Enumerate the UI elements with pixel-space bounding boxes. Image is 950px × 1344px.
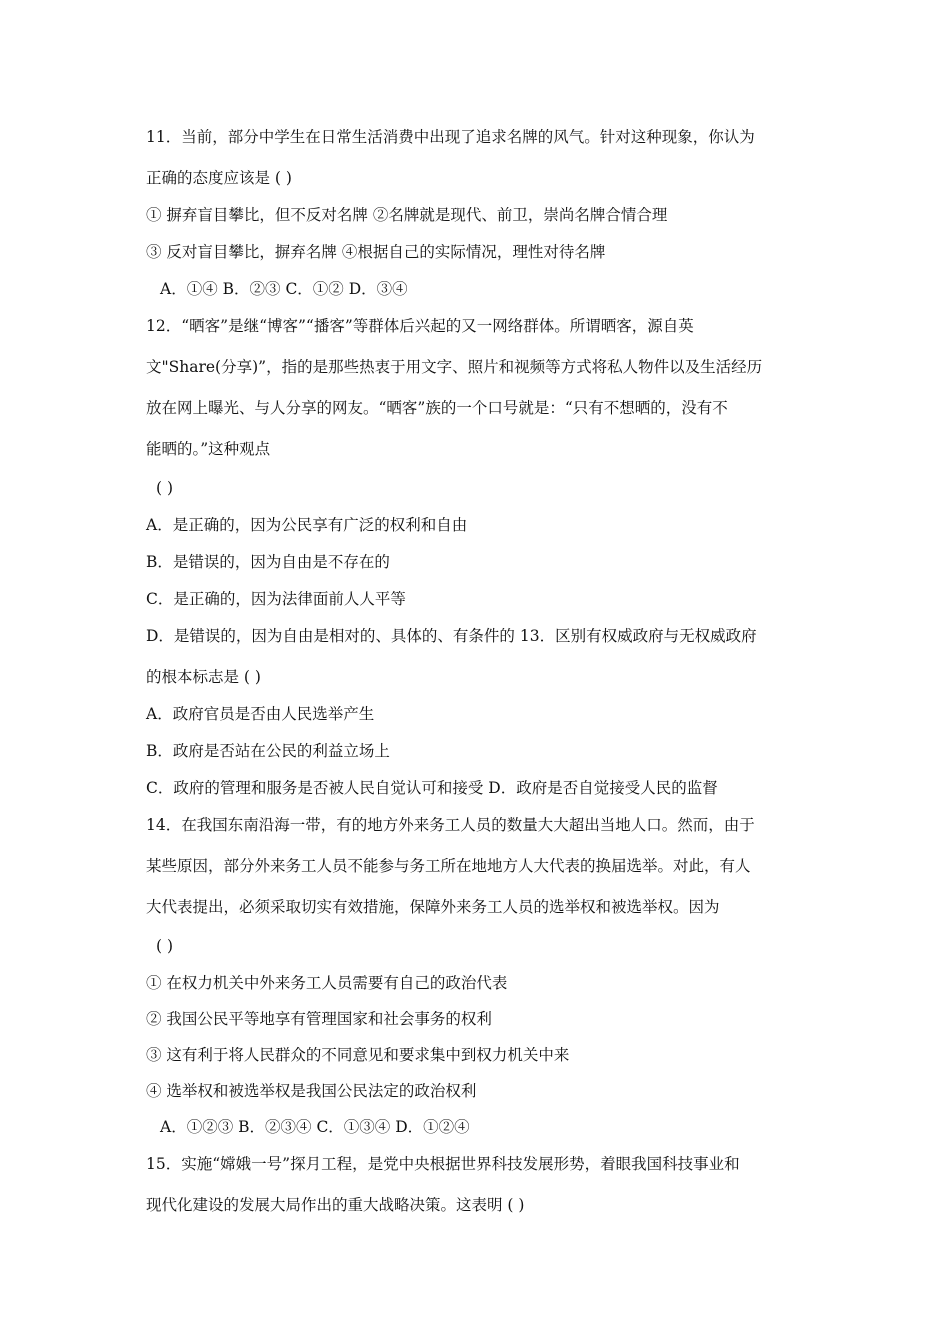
q12-answer-paren: ( ) <box>156 479 174 497</box>
q12-option-b: B．是错误的，因为自由是不存在的 <box>146 553 390 571</box>
q15-stem-line-2: 现代化建设的发展大局作出的重大战略决策。这表明 ( ) <box>146 1196 525 1214</box>
q14-item-4: ④ 选举权和被选举权是我国公民法定的政治权利 <box>146 1082 477 1100</box>
q14-stem-line-2: 某些原因，部分外来务工人员不能参与务工所在地地方人大代表的换届选举。对此，有人 <box>146 857 751 875</box>
q14-item-2: ② 我国公民平等地享有管理国家和社会事务的权利 <box>146 1010 492 1028</box>
q12-stem-line-1: 12．“晒客”是继“博客”“播客”等群体后兴起的又一网络群体。所谓晒客，源自英 <box>146 317 694 335</box>
q13-stem-line-2: 的根本标志是 ( ) <box>146 668 261 686</box>
q11-stem-line-2: 正确的态度应该是 ( ) <box>146 169 292 187</box>
q14-item-3: ③ 这有利于将人民群众的不同意见和要求集中到权力机关中来 <box>146 1046 570 1064</box>
q12-stem-line-2: 文"Share(分享)”，指的是那些热衷于用文字、照片和视频等方式将私人物件以及生活经历 <box>146 358 763 376</box>
q14-answer-paren: ( ) <box>156 937 174 955</box>
q11-options-line-1: ① 摒弃盲目攀比，但不反对名牌 ②名牌就是现代、前卫，崇尚名牌合情合理 <box>146 206 668 224</box>
q12-stem-line-4: 能晒的。”这种观点 <box>146 440 271 458</box>
q13-option-a: A．政府官员是否由人民选举产生 <box>146 705 375 723</box>
q14-answer-choices: A．①②③ B．②③④ C．①③④ D．①②④ <box>160 1118 470 1136</box>
q11-stem-line-1: 11．当前，部分中学生在日常生活消费中出现了追求名牌的风气。针对这种现象，你认为 <box>146 128 755 146</box>
q14-item-1: ① 在权力机关中外来务工人员需要有自己的政治代表 <box>146 974 508 992</box>
q13-option-c-d: C．政府的管理和服务是否被人民自觉认可和接受 D．政府是否自觉接受人民的监督 <box>146 779 718 797</box>
q13-option-b: B．政府是否站在公民的利益立场上 <box>146 742 390 760</box>
q12-option-a: A．是正确的，因为公民享有广泛的权利和自由 <box>146 516 468 534</box>
q15-stem-line-1: 15．实施“嫦娥一号”探月工程，是党中央根据世界科技发展形势，着眼我国科技事业和 <box>146 1155 740 1173</box>
q12-stem-line-3: 放在网上曝光、与人分享的网友。“晒客”族的一个口号就是：“只有不想晒的，没有不 <box>146 399 728 417</box>
q11-answer-choices: A．①④ B．②③ C．①② D．③④ <box>160 280 408 298</box>
q11-options-line-2: ③ 反对盲目攀比，摒弃名牌 ④根据自己的实际情况，理性对待名牌 <box>146 243 606 261</box>
q12-option-c: C．是正确的，因为法律面前人人平等 <box>146 590 406 608</box>
q14-stem-line-3: 大代表提出，必须采取切实有效措施，保障外来务工人员的选举权和被选举权。因为 <box>146 898 720 916</box>
q14-stem-line-1: 14．在我国东南沿海一带，有的地方外来务工人员的数量大大超出当地人口。然而，由于 <box>146 816 755 834</box>
q12-option-d: D．是错误的，因为自由是相对的、具体的、有条件的 13．区别有权威政府与无权威政府 <box>146 627 757 645</box>
